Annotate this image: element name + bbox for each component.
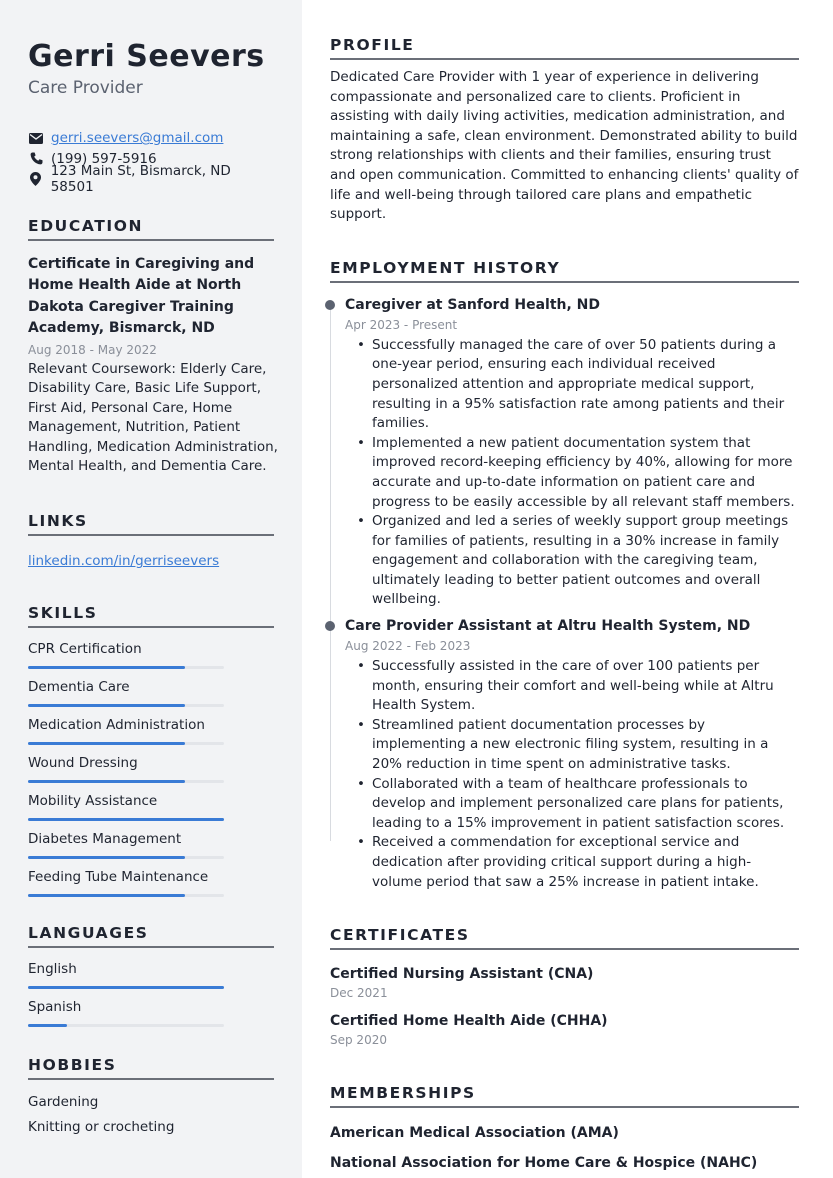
skill-level-fill [28, 780, 185, 783]
contact-email [28, 128, 274, 149]
memberships-heading: MEMBERSHIPS [330, 1084, 799, 1108]
certificate-entry [330, 1011, 799, 1049]
contact-list [28, 128, 274, 196]
email-link[interactable]: gerri.seevers@gmail.com [51, 130, 224, 147]
skill-item [28, 635, 274, 673]
languages-section [28, 924, 274, 1031]
skill-name: Mobility Assistance [28, 793, 158, 810]
skill-name: Wound Dressing [28, 755, 138, 772]
job-bullet: • Streamlined patient documentation processes by implementing a new electronic filing system, resulting in a 20% reduction in time spent on administrative tasks. [345, 716, 799, 775]
skill-level-fill [28, 666, 185, 669]
skill-level-bar [28, 856, 224, 859]
certificates-heading: CERTIFICATES [330, 926, 799, 950]
skill-level-bar [28, 666, 224, 669]
certificate-title: Certified Nursing Assistant (CNA) [330, 966, 594, 983]
skill-name: Dementia Care [28, 679, 130, 696]
skill-level-bar [28, 742, 224, 745]
certificate-entry [330, 964, 799, 1002]
employment-section [330, 259, 799, 892]
hobbies-heading: HOBBIES [28, 1056, 274, 1080]
timeline-dot [325, 300, 335, 310]
profile-heading: PROFILE [330, 36, 799, 60]
certificate-title: Certified Home Health Aide (CHHA) [330, 1013, 608, 1030]
memberships-section [330, 1084, 799, 1178]
employment-timeline [330, 295, 799, 892]
skills-section [28, 604, 274, 901]
job-bullet: • Received a commendation for exceptional service and dedication after providing critical support during a high-volume period that saw a 25% increase in patient intake. [345, 833, 799, 892]
job-entry [330, 616, 799, 892]
skills-heading: SKILLS [28, 604, 274, 628]
links-section [28, 512, 274, 569]
job-bullet: • Successfully managed the care of over 50 patients during a one-year period, ensuring each individual received personalized attention and appropriate medical support, resulting in a 95% satisfaction rate among patients and their families. [345, 336, 799, 434]
skill-level-bar [28, 894, 224, 897]
sidebar [0, 0, 302, 1178]
candidate-role: Care Provider [28, 78, 143, 98]
skills-list [28, 635, 274, 901]
envelope-icon [28, 131, 44, 145]
skill-name: Medication Administration [28, 717, 205, 734]
job-bullets [345, 657, 799, 892]
language-name: English [28, 961, 77, 978]
language-item [28, 993, 274, 1031]
timeline-dot [325, 621, 335, 631]
certificates-section [330, 926, 799, 1049]
linkedin-link[interactable]: linkedin.com/in/gerriseevers [28, 553, 220, 570]
skill-level-fill [28, 704, 185, 707]
map-pin-icon [28, 172, 44, 186]
job-bullet: • Successfully assisted in the care of over 100 patients per month, ensuring their comfort and well-being while at Altru Health System. [345, 657, 799, 716]
job-bullet: • Collaborated with a team of healthcare professionals to develop and implement personalized care plans for patients, leading to a 15% improvement in patient satisfaction scores. [345, 775, 799, 834]
membership-item: National Association for Home Care & Hospice (NAHC) [330, 1155, 758, 1172]
job-bullet: • Organized and led a series of weekly support group meetings for families of patients, resulting in a 30% increase in family engagement and collaboration with the caregiving team, ultimately leading to better patient outcomes and overall wellbeing. [345, 512, 799, 610]
job-entry [330, 295, 799, 610]
certificate-date: Sep 2020 [330, 1033, 387, 1048]
skill-name: CPR Certification [28, 641, 142, 658]
skill-level-fill [28, 856, 185, 859]
skill-level-fill [28, 818, 224, 821]
skill-level-fill [28, 742, 185, 745]
skill-item [28, 749, 274, 787]
hobby-item: Knitting or crocheting [28, 1119, 175, 1136]
skill-level-fill [28, 894, 185, 897]
language-level-fill [28, 986, 224, 989]
skill-item [28, 711, 274, 749]
job-bullets [345, 336, 799, 610]
address-text: 123 Main St, Bismarck, ND 58501 [50, 163, 231, 196]
job-date: Aug 2022 - Feb 2023 [345, 639, 471, 654]
candidate-name: Gerri Seevers [28, 39, 265, 74]
education-title: Certificate in Caregiving and Home Health Aide at North Dakota Caregiver Training Academy, Bismarck, ND [28, 255, 255, 336]
contact-address [28, 163, 274, 196]
skill-level-bar [28, 704, 224, 707]
employment-heading: EMPLOYMENT HISTORY [330, 259, 799, 283]
skill-name: Diabetes Management [28, 831, 182, 848]
job-date: Apr 2023 - Present [345, 317, 458, 332]
language-level-bar [28, 1024, 224, 1027]
links-heading: LINKS [28, 512, 274, 536]
skill-item [28, 863, 274, 901]
languages-list [28, 955, 274, 1031]
profile-text: Dedicated Care Provider with 1 year of experience in delivering compassionate and personalized care to clients. Proficient in assisting with daily living activities, medication administration, and maintaining a safe, clean environment. Demonstrated ability to build strong relationships with clients and their families, ensuring trust and open communication. Committed to enhancing clients' quality of life and well-being through tailored care plans and empathetic support. [330, 69, 799, 223]
certificate-date: Dec 2021 [330, 986, 388, 1001]
hobby-item: Gardening [28, 1094, 99, 1111]
membership-item: American Medical Association (AMA) [330, 1125, 619, 1142]
education-section [28, 216, 278, 478]
skill-item [28, 787, 274, 825]
language-item [28, 955, 274, 993]
language-level-bar [28, 986, 224, 989]
languages-heading: LANGUAGES [28, 924, 274, 948]
phone-icon [28, 152, 44, 166]
phone-text: (199) 597-5916 [51, 150, 157, 167]
education-date: Aug 2018 - May 2022 [28, 342, 157, 357]
education-heading: EDUCATION [28, 217, 274, 241]
skill-level-bar [28, 818, 224, 821]
language-name: Spanish [28, 999, 82, 1016]
job-title: Caregiver at Sanford Health, ND [345, 296, 601, 313]
main-content [330, 36, 799, 1178]
education-coursework: Relevant Coursework: Elderly Care, Disability Care, Basic Life Support, First Aid, Personal Care, Home Management, Nutrition, Patient Handling, Medication Administration, Mental Health, and Dementia Care. [28, 360, 278, 475]
profile-section [330, 36, 799, 225]
language-level-fill [28, 1024, 67, 1027]
skill-name: Feeding Tube Maintenance [28, 869, 209, 886]
skill-item [28, 673, 274, 711]
hobbies-section [28, 1056, 274, 1140]
job-title: Care Provider Assistant at Altru Health System, ND [345, 618, 751, 635]
job-bullet: • Implemented a new patient documentation system that improved record-keeping efficiency by 40%, allowing for more accurate and up-to-date information on patient care and progress to be easily accessible by all relevant staff members. [345, 434, 799, 512]
skill-item [28, 825, 274, 863]
skill-level-bar [28, 780, 224, 783]
